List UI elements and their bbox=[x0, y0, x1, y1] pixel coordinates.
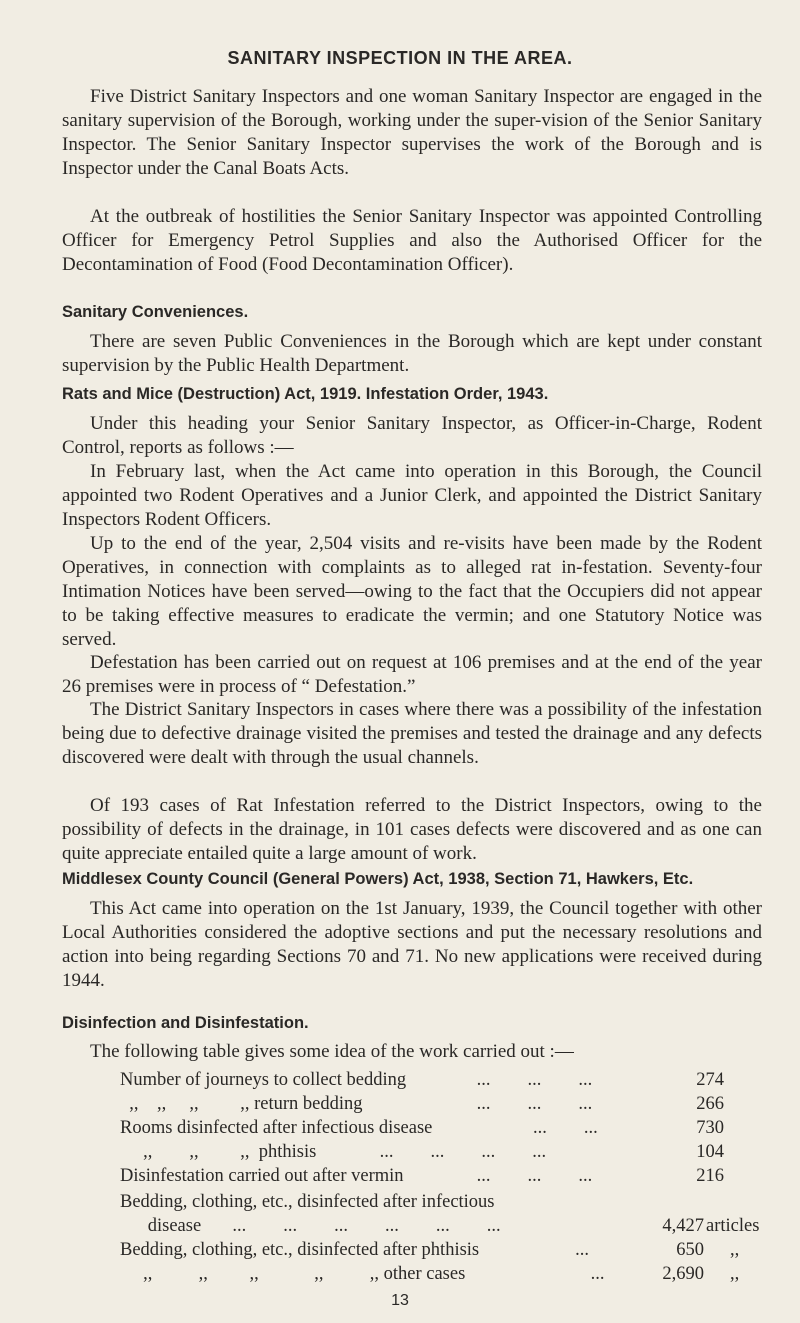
row-leader-dots: ... ... bbox=[496, 1118, 598, 1138]
table-row bbox=[120, 1070, 760, 1094]
rats-paragraph-3: Up to the end of the year, 2,504 visits and re-visits have been made by the Rodent Operatives, in connection with complaints as to alleged rat in-festation. Seventy-four Intimation Notices have been served—owing to the fact that the Occupiers did not appear to be taking effective measures to eradicate the vermin; and one Statutory Notice was served. bbox=[62, 533, 762, 650]
rats-paragraph-4: Defestation has been carried out on request at 106 premises and at the end of the year 26 premises were in process of “ Defestation.” bbox=[62, 652, 762, 697]
row-leader-dots: ... ... ... ... bbox=[375, 1142, 547, 1162]
row-value: 650 bbox=[676, 1240, 704, 1260]
table-row bbox=[120, 1118, 760, 1142]
row-unit: ,, bbox=[730, 1240, 740, 1260]
row-leader-dots: ... ... ... bbox=[472, 1070, 593, 1090]
row-leader-dots: ... ... ... bbox=[472, 1094, 593, 1114]
row-label: ,, ,, ,, ,, return bedding bbox=[120, 1094, 363, 1114]
rats-paragraph-6: Of 193 cases of Rat Infestation referred to the District Inspectors, owing to the possibility of defects in the drainage, in 101 cases defects were discovered and as one can quite appreciate entailed quite a large amount of work. bbox=[62, 795, 762, 864]
intro-paragraph-2: At the outbreak of hostilities the Senior Sanitary Inspector was appointed Controlling Officer for Emergency Petrol Supplies and also the Authorised Officer for the Decontamination of Food (Food Decontamination Officer). bbox=[62, 206, 762, 275]
conveniences-paragraph: There are seven Public Conveniences in the Borough which are kept under constant supervision by the Public Health Department. bbox=[62, 331, 762, 376]
table-row bbox=[120, 1094, 760, 1118]
table-row bbox=[120, 1142, 760, 1166]
row-value: 274 bbox=[696, 1070, 724, 1090]
row-unit: ,, bbox=[730, 1264, 740, 1284]
row-leader-dots: ... ... ... ... ... ... bbox=[200, 1216, 501, 1236]
middlesex-paragraph: This Act came into operation on the 1st January, 1939, the Council together with other Local Authorities considered the adoptive sections and put the necessary resolutions and action into being regarding Sections 70 and 71. No new applications were received during 1944. bbox=[62, 898, 762, 991]
table-row bbox=[120, 1166, 760, 1190]
table-row bbox=[120, 1216, 760, 1240]
page-title: SANITARY INSPECTION IN THE AREA. bbox=[227, 48, 573, 68]
row-leader-dots: ... bbox=[552, 1240, 589, 1260]
intro-paragraph-1: Five District Sanitary Inspectors and one woman Sanitary Inspector are engaged in the sanitary supervision of the Borough, working under the super-vision of the Senior Sanitary Inspector. The Senior Sanitary Inspector supervises the work of the Borough and is Inspector under the Canal Boats Acts. bbox=[62, 86, 762, 179]
row-value: 216 bbox=[696, 1166, 724, 1186]
page-number: 13 bbox=[391, 1292, 409, 1309]
disinfection-intro: The following table gives some idea of the work carried out :— bbox=[90, 1041, 574, 1062]
row-value: 2,690 bbox=[662, 1264, 704, 1284]
row-leader-dots: ... ... ... bbox=[472, 1166, 593, 1186]
row-label: Rooms disinfected after infectious disease bbox=[120, 1118, 433, 1138]
row-label: ,, ,, ,, ,, ,, other cases bbox=[120, 1264, 466, 1284]
table-row bbox=[120, 1264, 760, 1288]
table-row bbox=[120, 1192, 760, 1216]
rats-paragraph-2: In February last, when the Act came into operation in this Borough, the Council appointed two Rodent Operatives and a Junior Clerk, and appointed the District Sanitary Inspectors Rodent Officers. bbox=[62, 461, 762, 530]
row-value: 266 bbox=[696, 1094, 724, 1114]
row-label: Bedding, clothing, etc., disinfected after infectious bbox=[120, 1192, 495, 1212]
disinfection-heading: Disinfection and Disinfestation. bbox=[62, 1014, 309, 1032]
row-label: ,, ,, ,, phthisis bbox=[120, 1142, 317, 1162]
conveniences-heading: Sanitary Conveniences. bbox=[62, 303, 249, 321]
row-value: 4,427 bbox=[662, 1216, 704, 1236]
table-row bbox=[120, 1240, 760, 1264]
row-label: Number of journeys to collect bedding bbox=[120, 1070, 407, 1090]
rats-paragraph-1: Under this heading your Senior Sanitary Inspector, as Officer-in-Charge, Rodent Control, reports as follows :— bbox=[62, 413, 762, 458]
row-label: disease bbox=[120, 1216, 202, 1236]
row-value: 104 bbox=[696, 1142, 724, 1162]
rats-paragraph-5: The District Sanitary Inspectors in cases where there was a possibility of the infestation being due to defective drainage visited the premises and tested the drainage and any defects discovered were dealt with through the usual channels. bbox=[62, 699, 762, 768]
row-unit: articles bbox=[706, 1216, 760, 1236]
row-value: 730 bbox=[696, 1118, 724, 1138]
row-label: Disinfestation carried out after vermin bbox=[120, 1166, 404, 1186]
rats-heading: Rats and Mice (Destruction) Act, 1919. Infestation Order, 1943. bbox=[62, 385, 549, 403]
middlesex-heading: Middlesex County Council (General Powers) Act, 1938, Section 71, Hawkers, Etc. bbox=[62, 870, 694, 888]
row-label: Bedding, clothing, etc., disinfected after phthisis bbox=[120, 1240, 480, 1260]
row-leader-dots: ... bbox=[586, 1264, 605, 1284]
